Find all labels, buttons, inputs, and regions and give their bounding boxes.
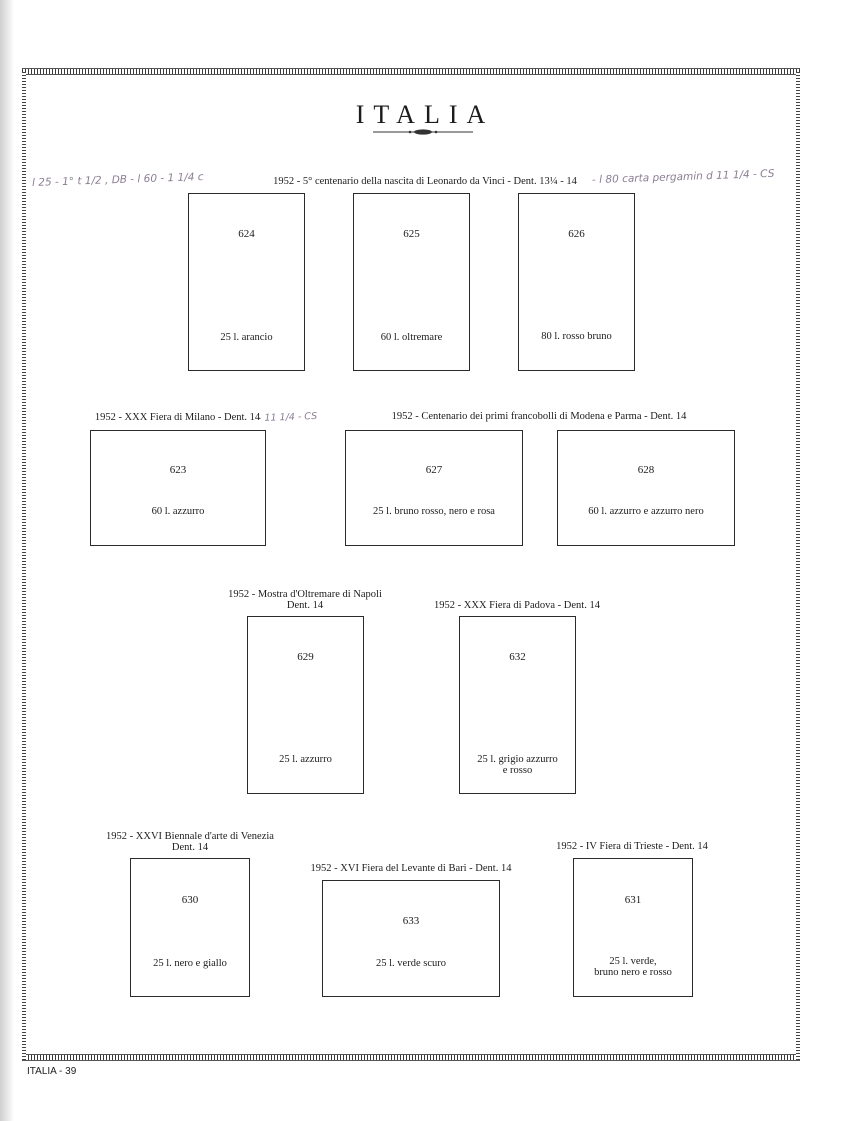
stamp-number: 633	[402, 915, 420, 927]
right-border	[796, 72, 800, 1060]
caption-napoli-line2: Dent. 14	[286, 600, 324, 611]
stamp-box-623	[90, 430, 266, 546]
stamp-description: 25 l. verde scuro	[376, 958, 446, 969]
stamp-description: 25 l. azzurro	[279, 754, 332, 765]
stamp-box-627	[345, 430, 523, 546]
caption-venezia-line1: 1952 - XXVI Biennale d'arte di Venezia	[106, 831, 274, 842]
stamp-description: 60 l. azzurro	[151, 506, 205, 517]
stamp-number: 623	[169, 464, 187, 476]
left-border	[22, 72, 26, 1060]
stamp-description-line1: 25 l. verde,	[609, 956, 657, 967]
stamp-description-line2: bruno nero e rosso	[594, 967, 672, 978]
caption-venezia-line2: Dent. 14	[171, 842, 209, 853]
stamp-description: 25 l. nero e giallo	[153, 958, 227, 969]
caption-padova: 1952 - XXX Fiera di Padova - Dent. 14	[434, 600, 600, 611]
stamp-description: 80 l. rosso bruno	[541, 331, 612, 342]
page-footer: ITALIA - 39	[27, 1066, 77, 1077]
stamp-number: 632	[509, 651, 526, 663]
stamp-description-line1: 25 l. grigio azzurro	[477, 754, 558, 765]
stamp-description: 25 l. bruno rosso, nero e rosa	[373, 506, 495, 517]
page-binding-shadow	[0, 0, 14, 1121]
caption-milano: 1952 - XXX Fiera di Milano - Dent. 14	[94, 412, 261, 423]
stamp-box-626	[518, 193, 635, 371]
stamp-description-line2: e rosso	[502, 765, 533, 776]
pencil-note-left: l 25 - 1° t 1/2 , DB - l 60 - 1 1/4 c	[31, 171, 204, 189]
stamp-box-629	[247, 616, 364, 794]
stamp-box-631	[573, 858, 693, 997]
stamp-description: 60 l. azzurro e azzurro nero	[588, 506, 704, 517]
stamp-number: 628	[637, 464, 655, 476]
bottom-border	[22, 1054, 800, 1061]
stamp-number: 631	[624, 894, 642, 906]
pencil-note-right: - l 80 carta pergamin d 11 1/4 - CS	[591, 167, 775, 187]
stamp-number: 627	[425, 464, 443, 476]
caption-bari: 1952 - XVI Fiera del Levante di Bari - Dent. 14	[310, 863, 512, 874]
caption-trieste: 1952 - IV Fiera di Trieste - Dent. 14	[556, 841, 708, 852]
stamp-box-632	[459, 616, 576, 794]
stamp-number: 626	[568, 228, 585, 240]
page-title: ITALIA	[355, 100, 495, 129]
stamp-number: 624	[238, 228, 255, 240]
stamp-number: 630	[181, 894, 199, 906]
stamp-description: 60 l. oltremare	[380, 332, 443, 343]
stamp-number: 629	[297, 651, 314, 663]
stamp-box-633	[322, 880, 500, 997]
caption-napoli-line1: 1952 - Mostra d'Oltremare di Napoli	[228, 589, 382, 600]
stamp-number: 625	[403, 228, 420, 240]
stamp-box-624	[188, 193, 305, 371]
stamp-box-630	[130, 858, 250, 997]
stamp-box-625	[353, 193, 470, 371]
caption-leonardo: 1952 - 5° centenario della nascita di Leonardo da Vinci - Dent. 13¼ - 14	[273, 176, 577, 187]
caption-modena-parma: 1952 - Centenario dei primi francobolli di Modena e Parma - Dent. 14	[391, 411, 687, 422]
pencil-note-milano: - 11 1/4 - CS	[257, 410, 318, 425]
stamp-description: 25 l. arancio	[220, 332, 273, 343]
stamp-box-628	[557, 430, 735, 546]
title-ornament-icon	[373, 128, 473, 136]
top-border	[22, 68, 800, 75]
